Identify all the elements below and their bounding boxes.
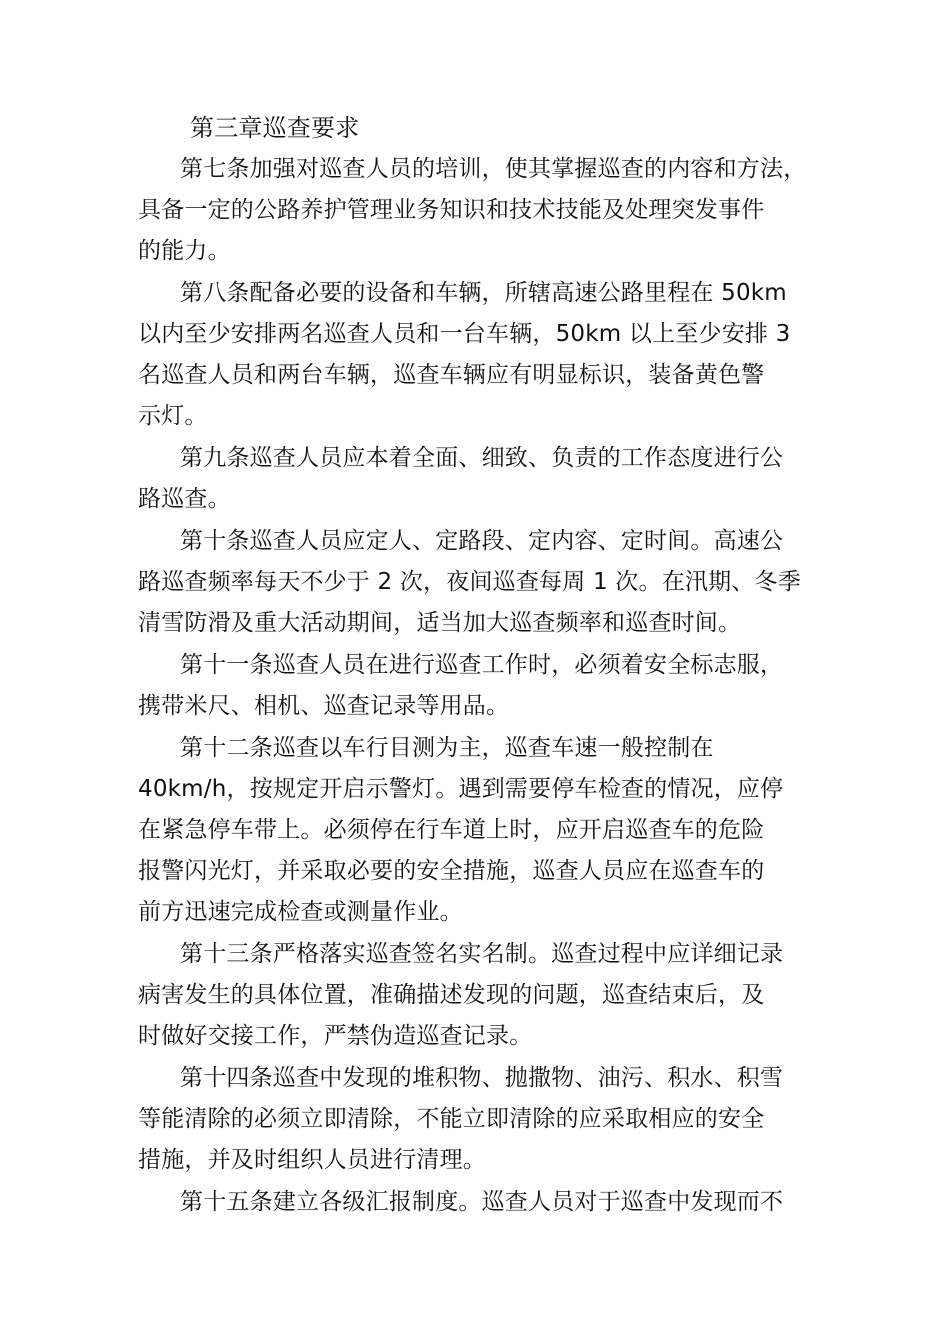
text-line: 清雪防滑及重大活动期间，适当加大巡查频率和巡查时间。 xyxy=(138,610,742,636)
text-line: 第九条巡查人员应本着全面、细致、负责的工作态度进行公 xyxy=(180,445,784,471)
text-line: 路巡查频率每天不少于 2 次，夜间巡查每周 1 次。在汛期、冬季 xyxy=(138,569,801,595)
chapter-title: 第三章巡查要求 xyxy=(190,114,360,142)
text-line: 第八条配备必要的设备和车辆，所辖高速公路里程在 50km xyxy=(180,280,787,306)
text-line: 携带米尺、相机、巡查记录等用品。 xyxy=(138,693,510,719)
text-line: 报警闪光灯，并采取必要的安全措施，巡查人员应在巡查车的 xyxy=(138,858,765,884)
text-line: 病害发生的具体位置，准确描述发现的问题，巡查结束后，及 xyxy=(138,982,765,1008)
text-line: 等能清除的必须立即清除，不能立即清除的应采取相应的安全 xyxy=(138,1106,765,1132)
text-line: 第十条巡查人员应定人、定路段、定内容、定时间。高速公 xyxy=(180,528,784,554)
text-line: 第十四条巡查中发现的堆积物、抛撒物、油污、积水、积雪 xyxy=(180,1065,784,1091)
text-line: 前方迅速完成检查或测量作业。 xyxy=(138,899,463,925)
text-line: 路巡查。 xyxy=(138,486,231,512)
text-line: 时做好交接工作，严禁伪造巡查记录。 xyxy=(138,1023,533,1049)
text-line: 以内至少安排两名巡查人员和一台车辆，50km 以上至少安排 3 xyxy=(138,321,791,347)
text-line: 措施，并及时组织人员进行清理。 xyxy=(138,1147,486,1173)
text-line: 第十三条严格落实巡查签名实名制。巡查过程中应详细记录 xyxy=(180,941,784,967)
text-line: 示灯。 xyxy=(138,403,208,429)
text-line: 第十一条巡查人员在进行巡查工作时，必须着安全标志服， xyxy=(180,652,784,678)
text-line: 在紧急停车带上。必须停在行车道上时，应开启巡查车的危险 xyxy=(138,817,765,843)
text-line: 第七条加强对巡查人员的培训，使其掌握巡查的内容和方法， xyxy=(180,156,807,182)
text-line: 名巡查人员和两台车辆，巡查车辆应有明显标识，装备黄色警 xyxy=(138,362,765,388)
text-line: 的能力。 xyxy=(138,238,231,264)
text-line: 40km/h，按规定开启示警灯。遇到需要停车检查的情况，应停 xyxy=(138,776,784,802)
text-line: 具备一定的公路养护管理业务知识和技术技能及处理突发事件 xyxy=(138,197,765,223)
text-line: 第十五条建立各级汇报制度。巡查人员对于巡查中发现而不 xyxy=(180,1189,784,1215)
text-line: 第十二条巡查以车行目测为主，巡查车速一般控制在 xyxy=(180,735,714,761)
